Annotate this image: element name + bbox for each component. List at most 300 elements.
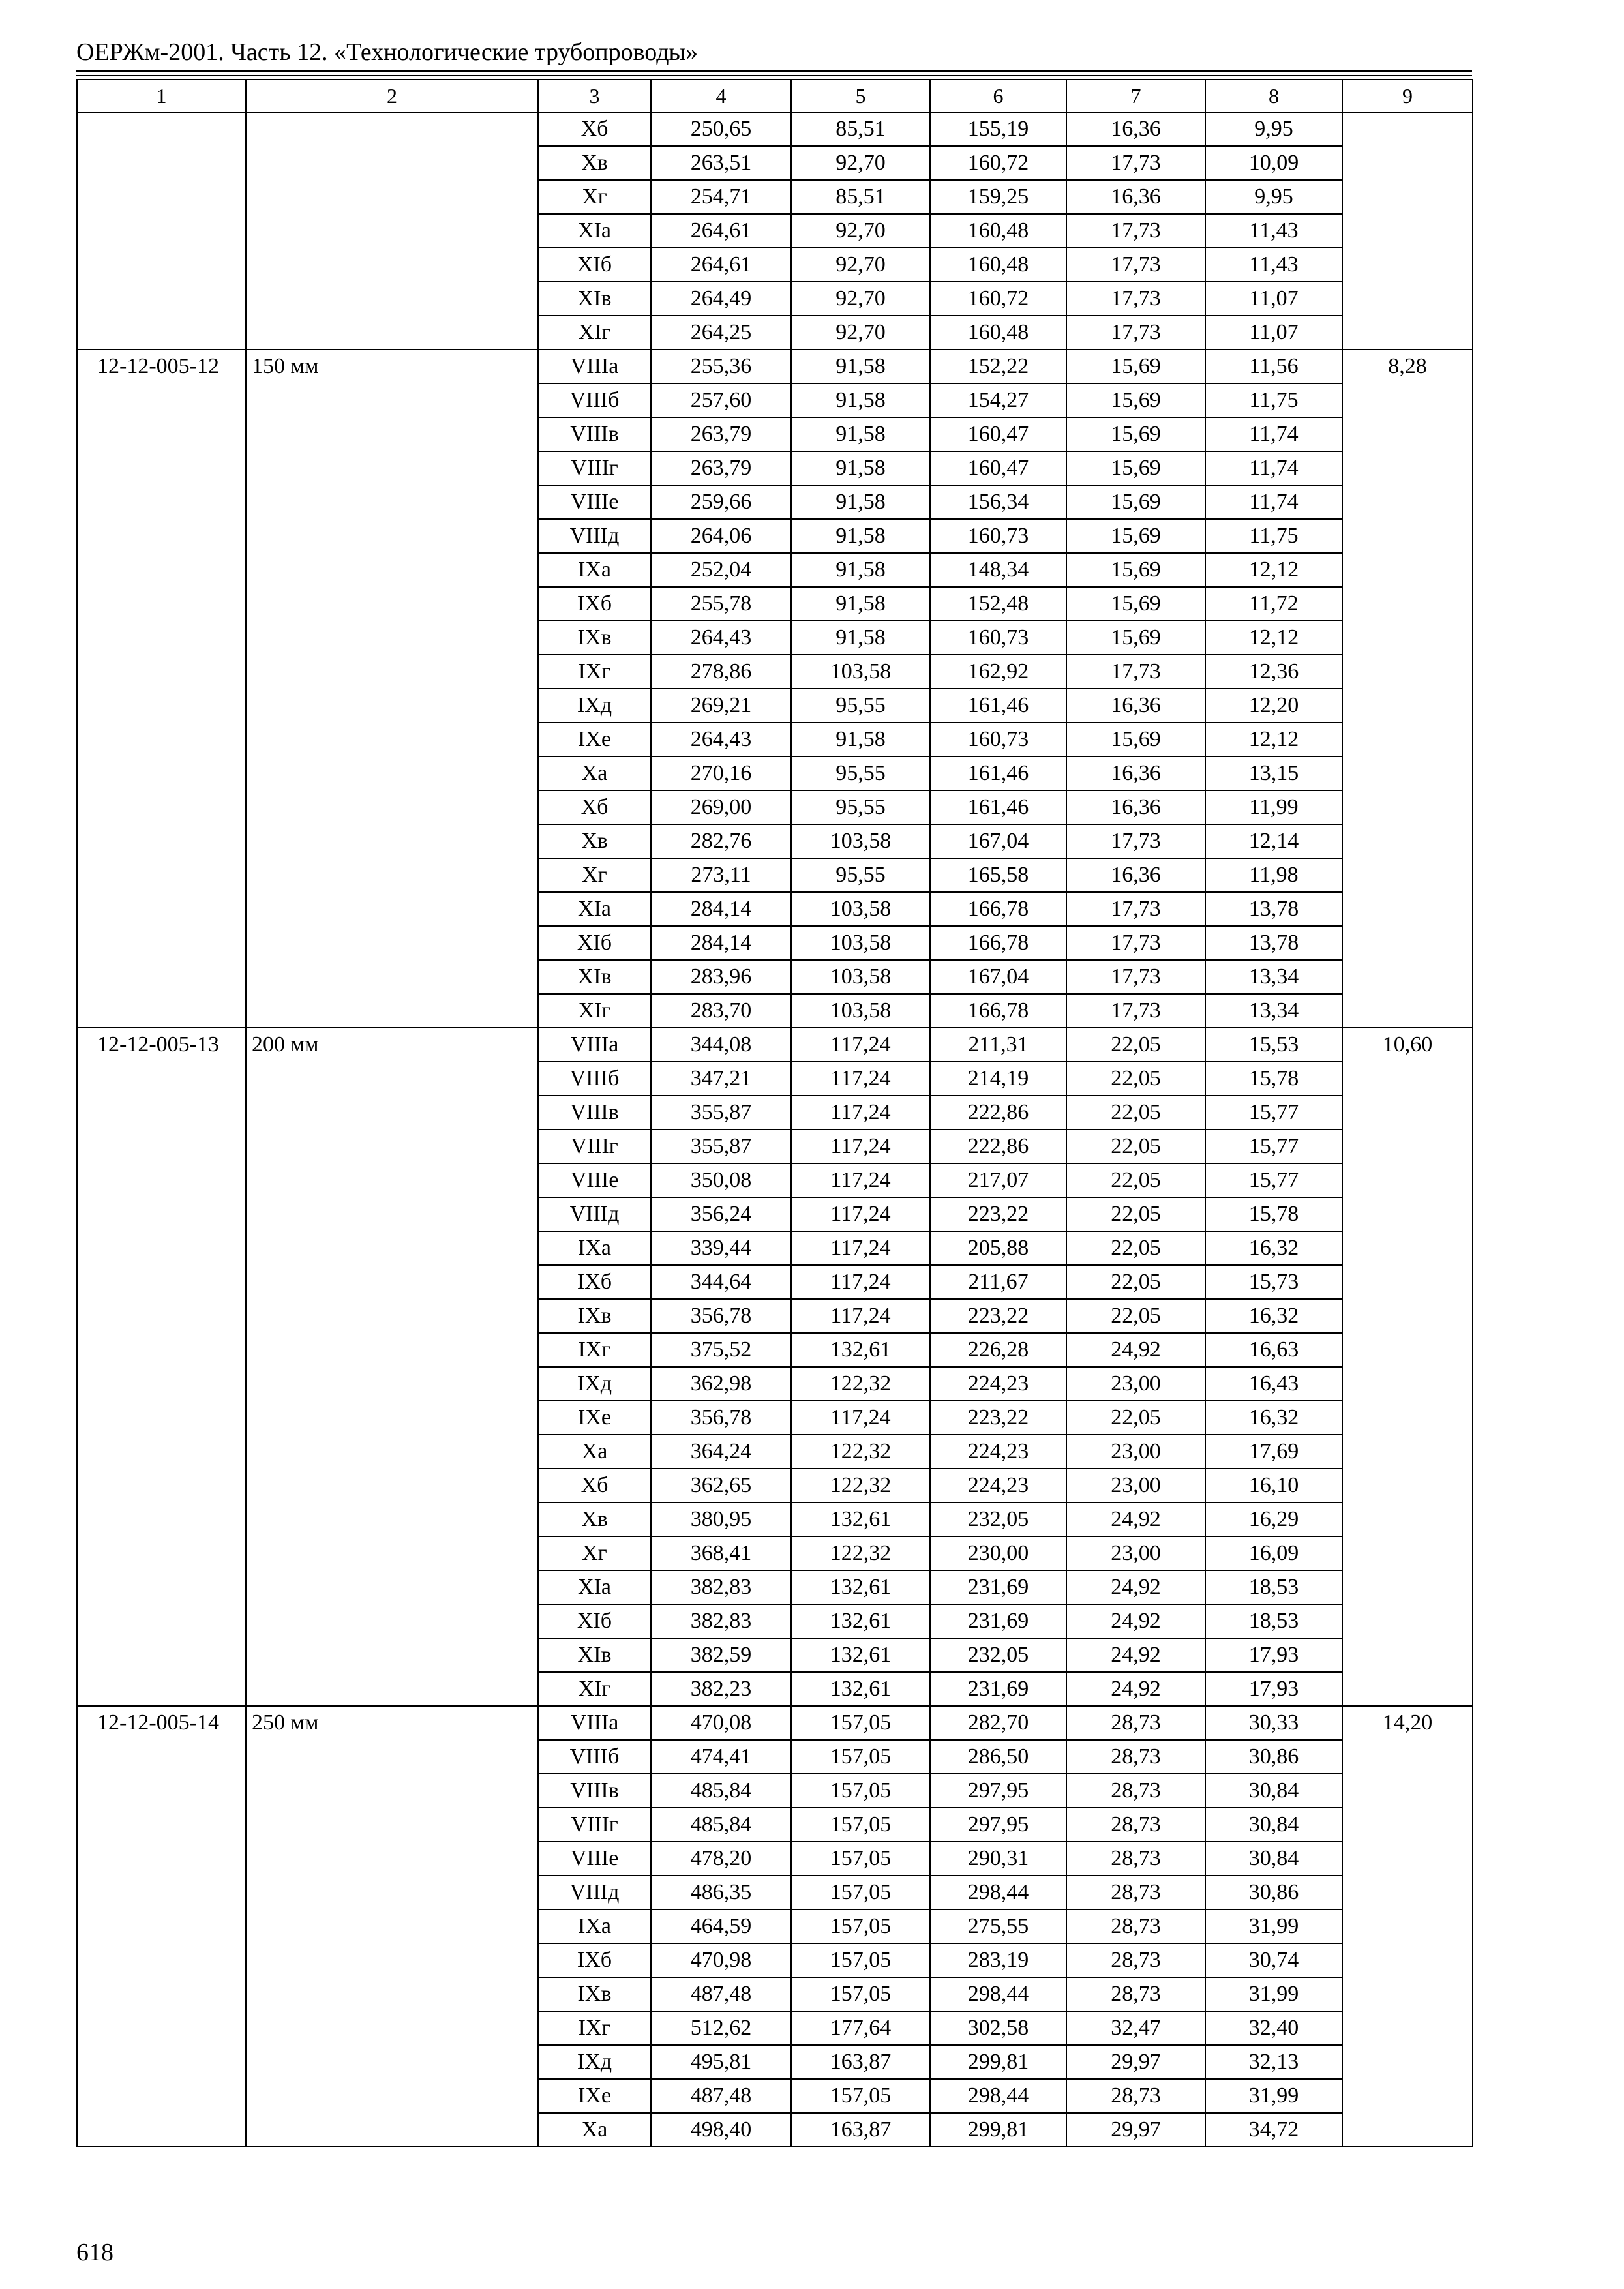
col5-cell: 117,24	[791, 1062, 930, 1096]
col6-cell: 226,28	[930, 1333, 1066, 1367]
condition-cell: IXб	[538, 587, 651, 621]
condition-cell: Xб	[538, 790, 651, 824]
col5-cell: 163,87	[791, 2113, 930, 2147]
col7-cell: 15,69	[1066, 383, 1205, 417]
col8-cell: 11,74	[1205, 417, 1342, 451]
condition-cell: XIб	[538, 248, 651, 282]
column-number: 3	[538, 80, 651, 112]
col4-cell: 283,70	[651, 994, 791, 1028]
condition-cell: IXб	[538, 1265, 651, 1299]
col6-cell: 231,69	[930, 1672, 1066, 1706]
col6-cell: 211,67	[930, 1265, 1066, 1299]
col6-cell: 160,48	[930, 248, 1066, 282]
condition-cell: XIг	[538, 1672, 651, 1706]
col5-cell: 92,70	[791, 248, 930, 282]
col8-cell: 11,99	[1205, 790, 1342, 824]
col4-cell: 264,61	[651, 248, 791, 282]
col8-cell: 13,78	[1205, 892, 1342, 926]
col8-cell: 30,33	[1205, 1706, 1342, 1740]
col7-cell: 23,00	[1066, 1367, 1205, 1401]
col8-cell: 12,14	[1205, 824, 1342, 858]
column-number-row	[77, 80, 1473, 112]
column-number: 5	[791, 80, 930, 112]
col4-cell: 356,78	[651, 1401, 791, 1435]
col4-cell: 470,08	[651, 1706, 791, 1740]
col8-cell: 16,32	[1205, 1401, 1342, 1435]
col4-cell: 498,40	[651, 2113, 791, 2147]
col7-cell: 28,73	[1066, 1740, 1205, 1774]
col5-cell: 117,24	[791, 1096, 930, 1130]
col5-cell: 91,58	[791, 587, 930, 621]
col4-cell: 382,59	[651, 1638, 791, 1672]
condition-cell: XIа	[538, 1570, 651, 1604]
col7-cell: 29,97	[1066, 2113, 1205, 2147]
condition-cell: IXа	[538, 1909, 651, 1943]
condition-cell: VIIIа	[538, 350, 651, 383]
col5-cell: 117,24	[791, 1130, 930, 1163]
running-header: ОЕРЖм-2001. Часть 12. «Технологические трубопроводы»	[76, 38, 699, 66]
col8-cell: 18,53	[1205, 1570, 1342, 1604]
col6-cell: 231,69	[930, 1570, 1066, 1604]
col6-cell: 160,72	[930, 282, 1066, 316]
column-number: 1	[77, 80, 246, 112]
col4-cell: 382,83	[651, 1604, 791, 1638]
rate-code-cell: 12-12-005-12	[77, 350, 246, 1028]
col4-cell: 264,43	[651, 723, 791, 756]
col8-cell: 15,77	[1205, 1096, 1342, 1130]
condition-cell: IXг	[538, 1333, 651, 1367]
col6-cell: 222,86	[930, 1096, 1066, 1130]
col7-cell: 15,69	[1066, 553, 1205, 587]
col6-cell: 161,46	[930, 790, 1066, 824]
col8-cell: 11,07	[1205, 282, 1342, 316]
col6-cell: 299,81	[930, 2113, 1066, 2147]
col7-cell: 24,92	[1066, 1672, 1205, 1706]
col4-cell: 264,61	[651, 214, 791, 248]
condition-cell: IXа	[538, 1231, 651, 1265]
condition-cell: Xв	[538, 1503, 651, 1536]
col5-cell: 177,64	[791, 2011, 930, 2045]
col6-cell: 275,55	[930, 1909, 1066, 1943]
col8-cell: 11,56	[1205, 350, 1342, 383]
col4-cell: 250,65	[651, 112, 791, 146]
col5-cell: 117,24	[791, 1231, 930, 1265]
condition-cell: VIIIв	[538, 1774, 651, 1808]
col7-cell: 28,73	[1066, 1774, 1205, 1808]
col5-cell: 117,24	[791, 1401, 930, 1435]
col5-cell: 91,58	[791, 350, 930, 383]
col4-cell: 487,48	[651, 2079, 791, 2113]
col7-cell: 22,05	[1066, 1265, 1205, 1299]
condition-cell: IXд	[538, 689, 651, 723]
col8-cell: 31,99	[1205, 2079, 1342, 2113]
col6-cell: 290,31	[930, 1842, 1066, 1876]
col8-cell: 17,69	[1205, 1435, 1342, 1469]
table-row	[77, 350, 1473, 383]
col5-cell: 95,55	[791, 858, 930, 892]
condition-cell: IXг	[538, 2011, 651, 2045]
col7-cell: 17,73	[1066, 960, 1205, 994]
col7-cell: 15,69	[1066, 519, 1205, 553]
col5-cell: 91,58	[791, 485, 930, 519]
condition-cell: VIIIд	[538, 1876, 651, 1909]
condition-cell: Xб	[538, 112, 651, 146]
col7-cell: 28,73	[1066, 1706, 1205, 1740]
col6-cell: 205,88	[930, 1231, 1066, 1265]
condition-cell: XIа	[538, 214, 651, 248]
col5-cell: 163,87	[791, 2045, 930, 2079]
col5-cell: 103,58	[791, 994, 930, 1028]
col5-cell: 95,55	[791, 790, 930, 824]
col9-cell: 10,60	[1342, 1028, 1473, 1706]
col6-cell: 160,47	[930, 417, 1066, 451]
col7-cell: 24,92	[1066, 1570, 1205, 1604]
condition-cell: Xв	[538, 146, 651, 180]
condition-cell: XIа	[538, 892, 651, 926]
col6-cell: 214,19	[930, 1062, 1066, 1096]
col6-cell: 223,22	[930, 1197, 1066, 1231]
col7-cell: 24,92	[1066, 1604, 1205, 1638]
col4-cell: 355,87	[651, 1130, 791, 1163]
col6-cell: 152,48	[930, 587, 1066, 621]
col6-cell: 297,95	[930, 1808, 1066, 1842]
col7-cell: 17,73	[1066, 994, 1205, 1028]
col7-cell: 17,73	[1066, 824, 1205, 858]
condition-cell: VIIIе	[538, 1842, 651, 1876]
col7-cell: 22,05	[1066, 1299, 1205, 1333]
diameter-cell	[246, 112, 538, 350]
col4-cell: 278,86	[651, 655, 791, 689]
col7-cell: 28,73	[1066, 1909, 1205, 1943]
condition-cell: VIIIг	[538, 1130, 651, 1163]
col5-cell: 103,58	[791, 926, 930, 960]
col8-cell: 16,63	[1205, 1333, 1342, 1367]
col7-cell: 28,73	[1066, 1808, 1205, 1842]
col5-cell: 91,58	[791, 723, 930, 756]
col5-cell: 157,05	[791, 1774, 930, 1808]
col4-cell: 269,21	[651, 689, 791, 723]
col7-cell: 16,36	[1066, 180, 1205, 214]
condition-cell: XIг	[538, 994, 651, 1028]
col4-cell: 264,25	[651, 316, 791, 350]
col4-cell: 284,14	[651, 926, 791, 960]
col4-cell: 380,95	[651, 1503, 791, 1536]
col4-cell: 252,04	[651, 553, 791, 587]
column-number: 7	[1066, 80, 1205, 112]
col8-cell: 15,78	[1205, 1197, 1342, 1231]
col5-cell: 92,70	[791, 146, 930, 180]
col7-cell: 15,69	[1066, 350, 1205, 383]
col6-cell: 283,19	[930, 1943, 1066, 1977]
col8-cell: 30,86	[1205, 1876, 1342, 1909]
col6-cell: 167,04	[930, 960, 1066, 994]
col4-cell: 263,51	[651, 146, 791, 180]
col6-cell: 224,23	[930, 1469, 1066, 1503]
col5-cell: 95,55	[791, 689, 930, 723]
table-body	[77, 80, 1473, 2147]
col4-cell: 470,98	[651, 1943, 791, 1977]
rate-code-cell: 12-12-005-14	[77, 1706, 246, 2147]
col5-cell: 85,51	[791, 112, 930, 146]
col8-cell: 16,10	[1205, 1469, 1342, 1503]
col6-cell: 166,78	[930, 892, 1066, 926]
diameter-cell: 150 мм	[246, 350, 538, 1028]
col4-cell: 362,98	[651, 1367, 791, 1401]
col7-cell: 28,73	[1066, 2079, 1205, 2113]
col7-cell: 15,69	[1066, 723, 1205, 756]
col7-cell: 16,36	[1066, 756, 1205, 790]
col8-cell: 15,77	[1205, 1163, 1342, 1197]
col8-cell: 16,32	[1205, 1231, 1342, 1265]
col6-cell: 231,69	[930, 1604, 1066, 1638]
col5-cell: 157,05	[791, 1842, 930, 1876]
col4-cell: 255,36	[651, 350, 791, 383]
col5-cell: 157,05	[791, 1977, 930, 2011]
col8-cell: 30,84	[1205, 1808, 1342, 1842]
col6-cell: 161,46	[930, 756, 1066, 790]
condition-cell: VIIIв	[538, 417, 651, 451]
condition-cell: IXд	[538, 2045, 651, 2079]
col7-cell: 29,97	[1066, 2045, 1205, 2079]
col6-cell: 222,86	[930, 1130, 1066, 1163]
col7-cell: 22,05	[1066, 1401, 1205, 1435]
condition-cell: VIIIа	[538, 1028, 651, 1062]
col8-cell: 11,07	[1205, 316, 1342, 350]
col5-cell: 132,61	[791, 1570, 930, 1604]
col9-cell: 14,20	[1342, 1706, 1473, 2147]
col5-cell: 103,58	[791, 824, 930, 858]
condition-cell: Xа	[538, 756, 651, 790]
col7-cell: 17,73	[1066, 316, 1205, 350]
col4-cell: 347,21	[651, 1062, 791, 1096]
col8-cell: 12,12	[1205, 723, 1342, 756]
col5-cell: 91,58	[791, 451, 930, 485]
col6-cell: 160,73	[930, 519, 1066, 553]
condition-cell: VIIIб	[538, 1740, 651, 1774]
col8-cell: 13,78	[1205, 926, 1342, 960]
col5-cell: 122,32	[791, 1367, 930, 1401]
condition-cell: VIIIб	[538, 1062, 651, 1096]
col6-cell: 165,58	[930, 858, 1066, 892]
col6-cell: 159,25	[930, 180, 1066, 214]
condition-cell: VIIIа	[538, 1706, 651, 1740]
condition-cell: XIг	[538, 316, 651, 350]
condition-cell: IXг	[538, 655, 651, 689]
col8-cell: 11,43	[1205, 248, 1342, 282]
col8-cell: 9,95	[1205, 180, 1342, 214]
col7-cell: 17,73	[1066, 892, 1205, 926]
condition-cell: IXе	[538, 2079, 651, 2113]
col6-cell: 161,46	[930, 689, 1066, 723]
condition-cell: XIв	[538, 282, 651, 316]
condition-cell: XIв	[538, 960, 651, 994]
column-number: 8	[1205, 80, 1342, 112]
col8-cell: 30,84	[1205, 1842, 1342, 1876]
col8-cell: 11,75	[1205, 519, 1342, 553]
col5-cell: 91,58	[791, 553, 930, 587]
col7-cell: 22,05	[1066, 1197, 1205, 1231]
col8-cell: 15,73	[1205, 1265, 1342, 1299]
col8-cell: 13,34	[1205, 960, 1342, 994]
col9-cell	[1342, 112, 1473, 350]
col4-cell: 474,41	[651, 1740, 791, 1774]
col6-cell: 224,23	[930, 1367, 1066, 1401]
diameter-cell: 200 мм	[246, 1028, 538, 1706]
condition-cell: VIIIг	[538, 1808, 651, 1842]
col8-cell: 15,78	[1205, 1062, 1342, 1096]
column-number: 4	[651, 80, 791, 112]
col5-cell: 132,61	[791, 1638, 930, 1672]
col4-cell: 364,24	[651, 1435, 791, 1469]
col6-cell: 232,05	[930, 1638, 1066, 1672]
col6-cell: 302,58	[930, 2011, 1066, 2045]
col4-cell: 368,41	[651, 1536, 791, 1570]
col4-cell: 264,43	[651, 621, 791, 655]
condition-cell: XIв	[538, 1638, 651, 1672]
condition-cell: Xа	[538, 1435, 651, 1469]
col5-cell: 91,58	[791, 621, 930, 655]
condition-cell: XIб	[538, 1604, 651, 1638]
col8-cell: 31,99	[1205, 1977, 1342, 2011]
col5-cell: 95,55	[791, 756, 930, 790]
col4-cell: 344,64	[651, 1265, 791, 1299]
col6-cell: 162,92	[930, 655, 1066, 689]
col4-cell: 355,87	[651, 1096, 791, 1130]
col7-cell: 17,73	[1066, 248, 1205, 282]
col6-cell: 155,19	[930, 112, 1066, 146]
col4-cell: 283,96	[651, 960, 791, 994]
col4-cell: 485,84	[651, 1774, 791, 1808]
col6-cell: 298,44	[930, 1977, 1066, 2011]
col5-cell: 122,32	[791, 1469, 930, 1503]
col7-cell: 28,73	[1066, 1943, 1205, 1977]
col4-cell: 478,20	[651, 1842, 791, 1876]
col8-cell: 9,95	[1205, 112, 1342, 146]
col9-cell: 8,28	[1342, 350, 1473, 1028]
col5-cell: 91,58	[791, 417, 930, 451]
col7-cell: 28,73	[1066, 1876, 1205, 1909]
condition-cell: Xг	[538, 180, 651, 214]
col5-cell: 122,32	[791, 1536, 930, 1570]
col4-cell: 255,78	[651, 587, 791, 621]
col5-cell: 132,61	[791, 1503, 930, 1536]
col6-cell: 166,78	[930, 994, 1066, 1028]
col6-cell: 286,50	[930, 1740, 1066, 1774]
col4-cell: 282,76	[651, 824, 791, 858]
col6-cell: 217,07	[930, 1163, 1066, 1197]
col4-cell: 495,81	[651, 2045, 791, 2079]
col5-cell: 122,32	[791, 1435, 930, 1469]
col6-cell: 232,05	[930, 1503, 1066, 1536]
col8-cell: 11,72	[1205, 587, 1342, 621]
table-row	[77, 112, 1473, 146]
condition-cell: VIIIд	[538, 1197, 651, 1231]
col7-cell: 17,73	[1066, 214, 1205, 248]
col8-cell: 11,74	[1205, 451, 1342, 485]
col4-cell: 263,79	[651, 451, 791, 485]
condition-cell: Xв	[538, 824, 651, 858]
col7-cell: 16,36	[1066, 790, 1205, 824]
col8-cell: 15,53	[1205, 1028, 1342, 1062]
col4-cell: 356,78	[651, 1299, 791, 1333]
col7-cell: 28,73	[1066, 1842, 1205, 1876]
col6-cell: 152,22	[930, 350, 1066, 383]
col4-cell: 512,62	[651, 2011, 791, 2045]
page-number: 618	[76, 2239, 113, 2266]
col7-cell: 22,05	[1066, 1028, 1205, 1062]
condition-cell: Xг	[538, 858, 651, 892]
col8-cell: 32,13	[1205, 2045, 1342, 2079]
table-row	[77, 1706, 1473, 1740]
col5-cell: 132,61	[791, 1333, 930, 1367]
col7-cell: 22,05	[1066, 1130, 1205, 1163]
condition-cell: IXе	[538, 723, 651, 756]
col6-cell: 156,34	[930, 485, 1066, 519]
col4-cell: 284,14	[651, 892, 791, 926]
col8-cell: 31,99	[1205, 1909, 1342, 1943]
col7-cell: 23,00	[1066, 1536, 1205, 1570]
condition-cell: VIIIб	[538, 383, 651, 417]
col5-cell: 117,24	[791, 1028, 930, 1062]
col5-cell: 157,05	[791, 2079, 930, 2113]
col5-cell: 117,24	[791, 1265, 930, 1299]
column-number: 9	[1342, 80, 1473, 112]
condition-cell: VIIIд	[538, 519, 651, 553]
col7-cell: 22,05	[1066, 1096, 1205, 1130]
col6-cell: 167,04	[930, 824, 1066, 858]
condition-cell: VIIIг	[538, 451, 651, 485]
col5-cell: 92,70	[791, 214, 930, 248]
col8-cell: 11,74	[1205, 485, 1342, 519]
col7-cell: 15,69	[1066, 587, 1205, 621]
condition-cell: XIб	[538, 926, 651, 960]
col8-cell: 11,98	[1205, 858, 1342, 892]
col7-cell: 17,73	[1066, 146, 1205, 180]
col8-cell: 12,20	[1205, 689, 1342, 723]
rate-code-cell	[77, 112, 246, 350]
col7-cell: 15,69	[1066, 485, 1205, 519]
condition-cell: IXв	[538, 1977, 651, 2011]
col5-cell: 157,05	[791, 1909, 930, 1943]
col8-cell: 13,34	[1205, 994, 1342, 1028]
condition-cell: IXе	[538, 1401, 651, 1435]
condition-cell: IXд	[538, 1367, 651, 1401]
col4-cell: 264,49	[651, 282, 791, 316]
col7-cell: 15,69	[1066, 417, 1205, 451]
column-number: 6	[930, 80, 1066, 112]
col7-cell: 22,05	[1066, 1163, 1205, 1197]
col4-cell: 254,71	[651, 180, 791, 214]
col8-cell: 12,36	[1205, 655, 1342, 689]
col4-cell: 344,08	[651, 1028, 791, 1062]
col4-cell: 464,59	[651, 1909, 791, 1943]
col7-cell: 22,05	[1066, 1062, 1205, 1096]
col4-cell: 382,23	[651, 1672, 791, 1706]
col4-cell: 270,16	[651, 756, 791, 790]
col5-cell: 157,05	[791, 1740, 930, 1774]
col8-cell: 12,12	[1205, 621, 1342, 655]
col4-cell: 350,08	[651, 1163, 791, 1197]
condition-cell: Xг	[538, 1536, 651, 1570]
col5-cell: 157,05	[791, 1876, 930, 1909]
col8-cell: 17,93	[1205, 1638, 1342, 1672]
col6-cell: 154,27	[930, 383, 1066, 417]
col7-cell: 32,47	[1066, 2011, 1205, 2045]
col6-cell: 299,81	[930, 2045, 1066, 2079]
col6-cell: 160,73	[930, 621, 1066, 655]
col7-cell: 15,69	[1066, 451, 1205, 485]
condition-cell: IXв	[538, 621, 651, 655]
